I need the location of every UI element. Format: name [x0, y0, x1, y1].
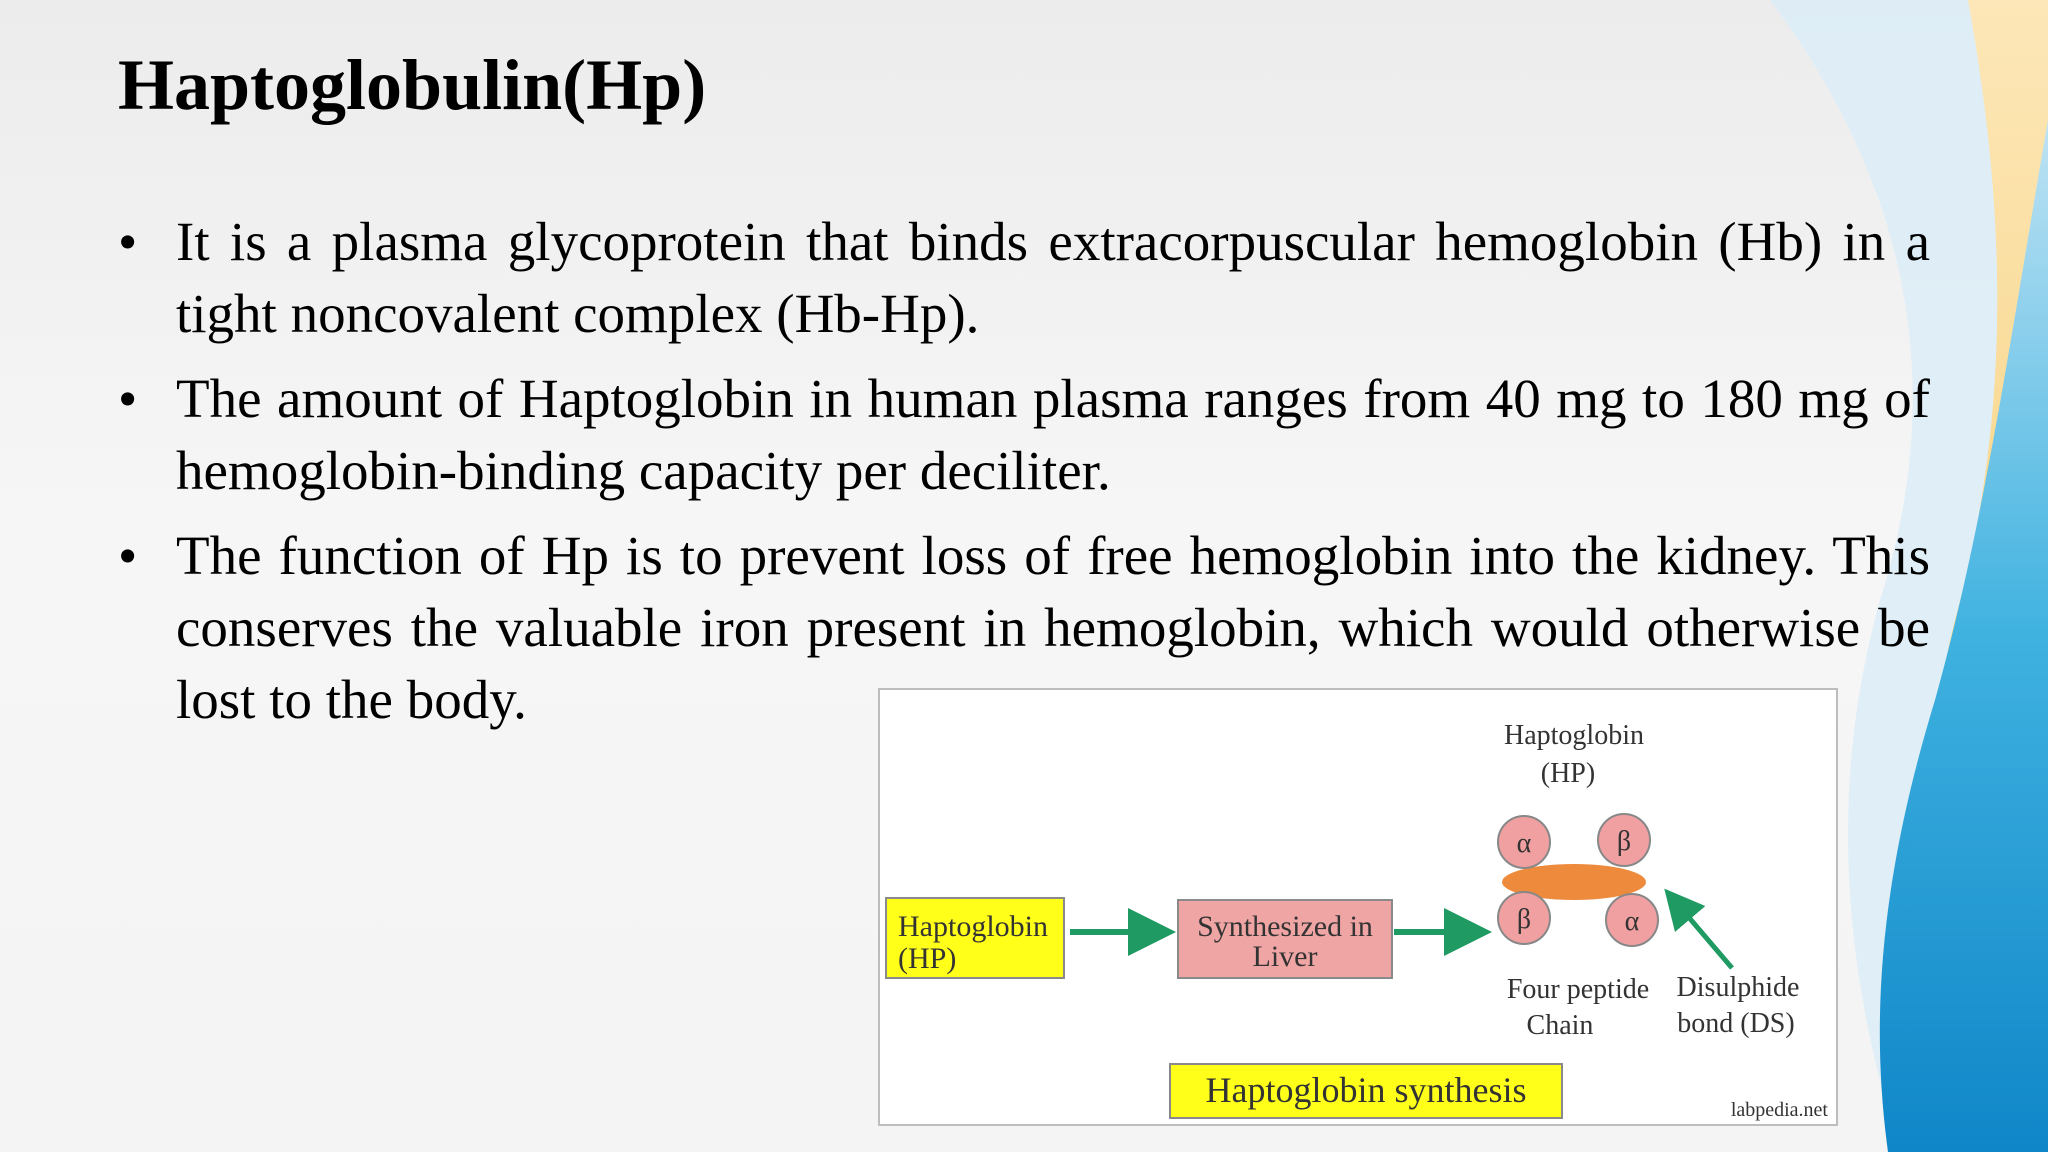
beta-symbol: β [1516, 904, 1532, 935]
beta-symbol: β [1616, 826, 1632, 857]
bullet-text: The amount of Haptoglobin in human plasma ranges from 40 mg to 180 mg of hemoglobin-binding capacity per deciliter. [176, 368, 1930, 501]
bullet-item [118, 206, 1930, 350]
bullet-item [118, 363, 1930, 507]
haptoglobin-box-line2: (HP) [898, 942, 957, 975]
bullet-text: It is a plasma glycoprotein that binds extracorpuscular hemoglobin (Hb) in a tight noncovalent complex (Hb-Hp). [176, 211, 1930, 344]
chain-label-line2: Chain [1526, 1010, 1594, 1041]
figure-caption: Haptoglobin synthesis [1205, 1070, 1527, 1110]
hp-label-line1: Haptoglobin [1504, 720, 1644, 751]
alpha-symbol: α [1624, 906, 1640, 937]
bullet-text: The function of Hp is to prevent loss of free hemoglobin into the kidney. This conserves the valuable iron present in hemoglobin, which would otherwise be lost to the body. [176, 525, 1930, 730]
bond-label-line2: bond (DS) [1677, 1008, 1795, 1039]
bullet-list [118, 206, 1930, 749]
bullet-dot: • [118, 211, 138, 272]
bullet-dot: • [118, 368, 138, 429]
slide-title: Haptoglobulin(Hp) [118, 45, 707, 125]
synthesis-diagram [880, 690, 1840, 1128]
haptoglobin-synthesis-figure [878, 688, 1838, 1126]
liver-box-line1: Synthesized in [1197, 910, 1373, 943]
bond-label-line1: Disulphide [1676, 972, 1800, 1003]
hp-label-line2: (HP) [1540, 758, 1596, 789]
bullet-dot: • [118, 525, 138, 586]
haptoglobin-box-line1: Haptoglobin [898, 910, 1048, 943]
chain-label-line1: Four peptide [1506, 974, 1650, 1005]
liver-box-line2: Liver [1252, 940, 1318, 973]
arrow-to-bond [1674, 900, 1732, 968]
alpha-symbol: α [1516, 828, 1532, 859]
watermark: labpedia.net [1730, 1099, 1828, 1121]
